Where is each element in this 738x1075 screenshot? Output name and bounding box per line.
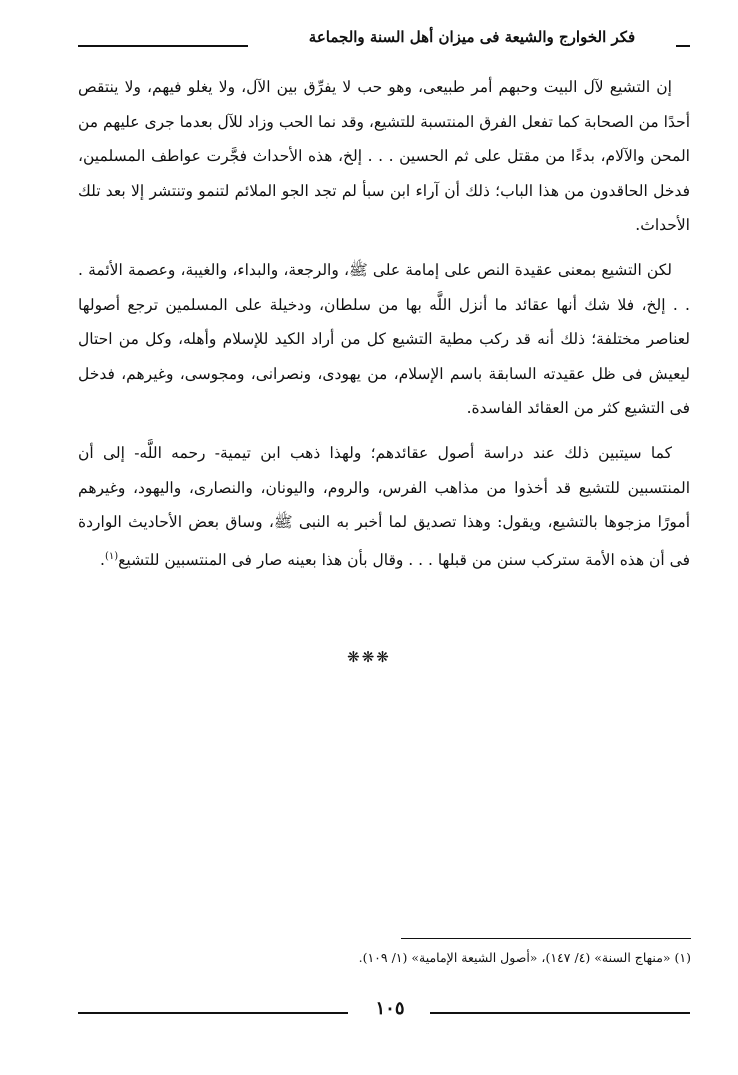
running-header — [78, 28, 690, 58]
paragraph-3-text: كما سيتبين ذلك عند دراسة أصول عقائدهم؛ ولهذا ذهب ابن تيمية- رحمه اللَّه- إلى أن المنتسبين للتشيع قد أخذوا من مذاهب الفرس، والروم، واليونان، والنصارى، واليهود، وغيرهم أمورًا مزجوها بالتشيع، ويقول: وهذا تصديق لما أخبر به النبى ﷺ، وساق بعض الأحاديث الواردة فى أن هذه الأمة ستركب سنن من قبلها . . . وقال بأن هذا بعينه صار فى المنتسبين للتشيع — [78, 443, 690, 569]
footer-rule-right — [430, 1012, 690, 1014]
paragraph-3 — [78, 436, 690, 578]
paragraph-2: لكن التشيع بمعنى عقيدة النص على إمامة على ﷺ، والرجعة، والبداء، والغيبة، وعصمة الأئمة . . . إلخ، فلا شك أنها عقائد ما أنزل اللَّه بها من سلطان، ودخيلة على المسلمين ترجع أصولها لعناصر مختلفة؛ ذلك أنه قد ركب مطية التشيع كل من أراد الكيد للإسلام وأهله، وكل من احتال ليعيش فى ظل عقيدته السابقة باسم الإسلام، من يهودى، ونصرانى، ومجوسى، وغيرهم، فدخل فى التشيع كثر من العقائد الفاسدة. — [78, 260, 690, 418]
paragraph-3-end: . — [100, 550, 105, 569]
footnote: (١) «منهاج السنة» (٤/ ١٤٧)، «أصول الشيعة الإمامية» (١/ ١٠٩). — [358, 950, 691, 965]
header-title: فكر الخوارج والشيعة فى ميزان أهل السنة والجماعة — [308, 28, 636, 46]
page-footer — [78, 998, 690, 1026]
footnote-rule — [401, 938, 691, 939]
section-separator: ❋❋❋ — [347, 648, 391, 666]
page-number: ١٠٥ — [375, 998, 405, 1019]
body-text — [78, 70, 690, 587]
header-rule-left — [78, 45, 248, 47]
footnote-reference[interactable]: (١) — [104, 550, 119, 562]
footer-rule-left — [78, 1012, 348, 1014]
paragraph-1: إن التشيع لآل البيت وحبهم أمر طبيعى، وهو حب لا يفرِّق بين الآل، ولا يغلو فيهم، ولا ينتقص أحدًا من الصحابة كما تفعل الفرق المنتسبة للتشيع، وقد نما الحب وزاد للآل بعدما جرى عليهم من المحن والآلام، بدءًا من مقتل على ثم الحسين . . . إلخ، هذه الأحداث فجَّرت عواطف المسلمين، فدخل الحاقدون من هذا الباب؛ ذلك أن آراء ابن سبأ لم تجد الجو الملائم لتنمو وتنتشر إلا بعد تلك الأحداث. — [78, 78, 690, 235]
